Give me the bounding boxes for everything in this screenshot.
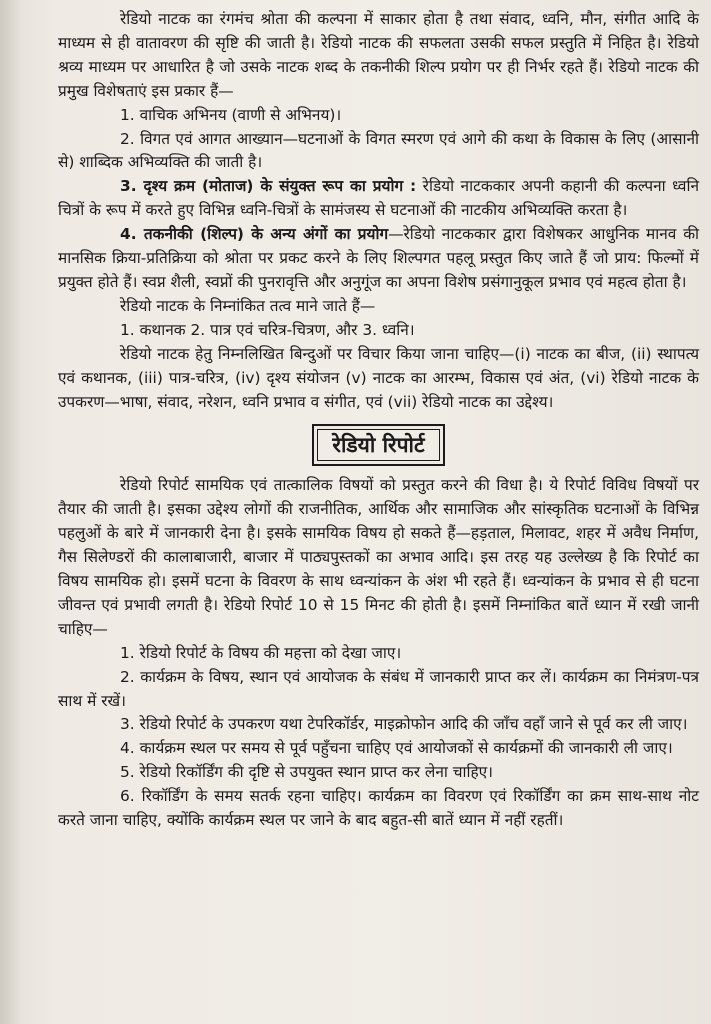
list-item: 1. वाचिक अभिनय (वाणी से अभिनय)।: [120, 105, 342, 124]
list-item: 2. विगत एवं आगत आख्यान—घटनाओं के विगत स्मरण एवं आगे की कथा के विकास के लिए (आसानी से) शाब्दिक अभिव्यक्ति की जाती है।: [58, 129, 699, 172]
list-item: [58, 175, 699, 223]
report-paragraph: रेडियो रिपोर्ट सामयिक एवं तात्कालिक विषयों को प्रस्तुत करने की विधा है। ये रिपोर्ट विविध विषयों पर तैयार की जाती है। इसका उद्देश्य लोगों की राजनीतिक, आर्थिक और सामाजिक और सांस्कृतिक घटनाओं के विभिन्न पहलुओं के बारे में जानकारी देना है। इसके सामयिक विषय हो सकते हैं—हड़ताल, मिलावट, शहर में अवैध निर्माण, गैस सिलेण्डरों की कालाबाजारी, बाजार में पाठ्यपुस्तकों का अभाव आदि। इस तरह यह उल्लेख्य है कि रिपोर्ट का विषय सामयिक हो। इसमें घटना के विवरण के साथ ध्वन्यांकन के अंश भी रहते हैं। ध्वन्यांकन के प्रभाव से ही घटना जीवन्त एवं प्रभावी लगती है। रेडियो रिपोर्ट 10 से 15 मिनट की होती है। इसमें निम्नांकित बातें ध्यान में रखी जानी चाहिए—: [58, 476, 699, 638]
section-heading: रेडियो रिपोर्ट: [312, 424, 444, 466]
list-item: 1. रेडियो रिपोर्ट के विषय की महत्ता को देखा जाए।: [120, 643, 402, 662]
list-item: 6. रिकॉर्डिंग के समय सतर्क रहना चाहिए। कार्यक्रम का विवरण एवं रिकॉर्डिंग का क्रम साथ-साथ नोट करते जाना चाहिए, क्योंकि कार्यक्रम स्थल पर जाने के बाद बहुत-सी बातें ध्यान में नहीं रहतीं।: [58, 787, 699, 830]
page-text: [58, 8, 699, 833]
item-body: —रेडियो नाटककार द्वारा विशेषकर आधुनिक मानव की मानसिक क्रिया-प्रतिक्रिया को श्रोता पर प्रकट करने के लिए शिल्पगत पहलू प्रस्तुत किए जाते हैं जो प्राय: फिल्मों में प्रयुक्त होते हैं। स्वप्न शैली, स्वप्नों की पुनरावृत्ति और अनुगूंज का अपना विशेष प्रसंगानुकूल प्रभाव एवं महत्व होता है।: [58, 225, 699, 291]
item-body: रेडियो नाटककार अपनी कहानी की कल्पना ध्वनि चित्रों के रूप में करते हुए विभिन्न ध्वनि-चित्रों के सामंजस्य से घटनाओं की नाटकीय अभिव्यक्ति करता है।: [58, 177, 699, 220]
list-item: 3. रेडियो रिपोर्ट के उपकरण यथा टेपरिकॉर्डर, माइक्रोफोन आदि की जाँच वहाँ जाने से पूर्व कर ली जाए।: [120, 715, 688, 734]
list-item: 2. कार्यक्रम के विषय, स्थान एवं आयोजक के संबंध में जानकारी प्राप्त कर लें। कार्यक्रम का निमंत्रण-पत्र साथ में रखें।: [58, 667, 699, 710]
item-heading: 3. दृश्य क्रम (मोताज) के संयुक्त रूप का प्रयोग :: [120, 177, 417, 196]
item-heading: 4. तकनीकी (शिल्प) के अन्य अंगों का प्रयोग: [120, 225, 389, 244]
list-item: [58, 223, 699, 295]
list-item: 4. कार्यक्रम स्थल पर समय से पूर्व पहुँचना चाहिए एवं आयोजकों से कार्यक्रमों की जानकारी ली जाए।: [120, 739, 673, 758]
elements-paragraph: रेडियो नाटक के निम्नांकित तत्व माने जाते हैं—: [120, 296, 376, 315]
section-heading-wrap: [58, 424, 699, 466]
intro-paragraph: रेडियो नाटक का रंगमंच श्रोता की कल्पना में साकार होता है तथा संवाद, ध्वनि, मौन, संगीत आदि के माध्यम से ही वातावरण की सृष्टि की जाती है। रेडियो नाटक की सफलता उसकी सफल प्रस्तुति में निहित है। रेडियो श्रव्य माध्यम पर आधारित है जो उसके नाटक शब्द के तकनीकी शिल्प प्रयोग पर ही निर्भर रहते हैं। रेडियो नाटक की प्रमुख विशेषताएं इस प्रकार हैं—: [58, 10, 699, 100]
points-paragraph: रेडियो नाटक हेतु निम्नलिखित बिन्दुओं पर विचार किया जाना चाहिए—(i) नाटक का बीज, (ii) स्थापत्य एवं कथानक, (iii) पात्र-चरित्र, (iv) दृश्य संयोजन (v) नाटक का आरम्भ, विकास एवं अंत, (vi) रेडियो नाटक के उपकरण—भाषा, संवाद, नरेशन, ध्वनि प्रभाव व संगीत, एवं (vii) रेडियो नाटक का उद्देश्य।: [58, 344, 699, 411]
list-item: 1. कथानक 2. पात्र एवं चरित्र-चित्रण, और 3. ध्वनि।: [120, 320, 415, 339]
list-item: 5. रेडियो रिकॉर्डिंग की दृष्टि से उपयुक्त स्थान प्राप्त कर लेना चाहिए।: [120, 763, 494, 782]
